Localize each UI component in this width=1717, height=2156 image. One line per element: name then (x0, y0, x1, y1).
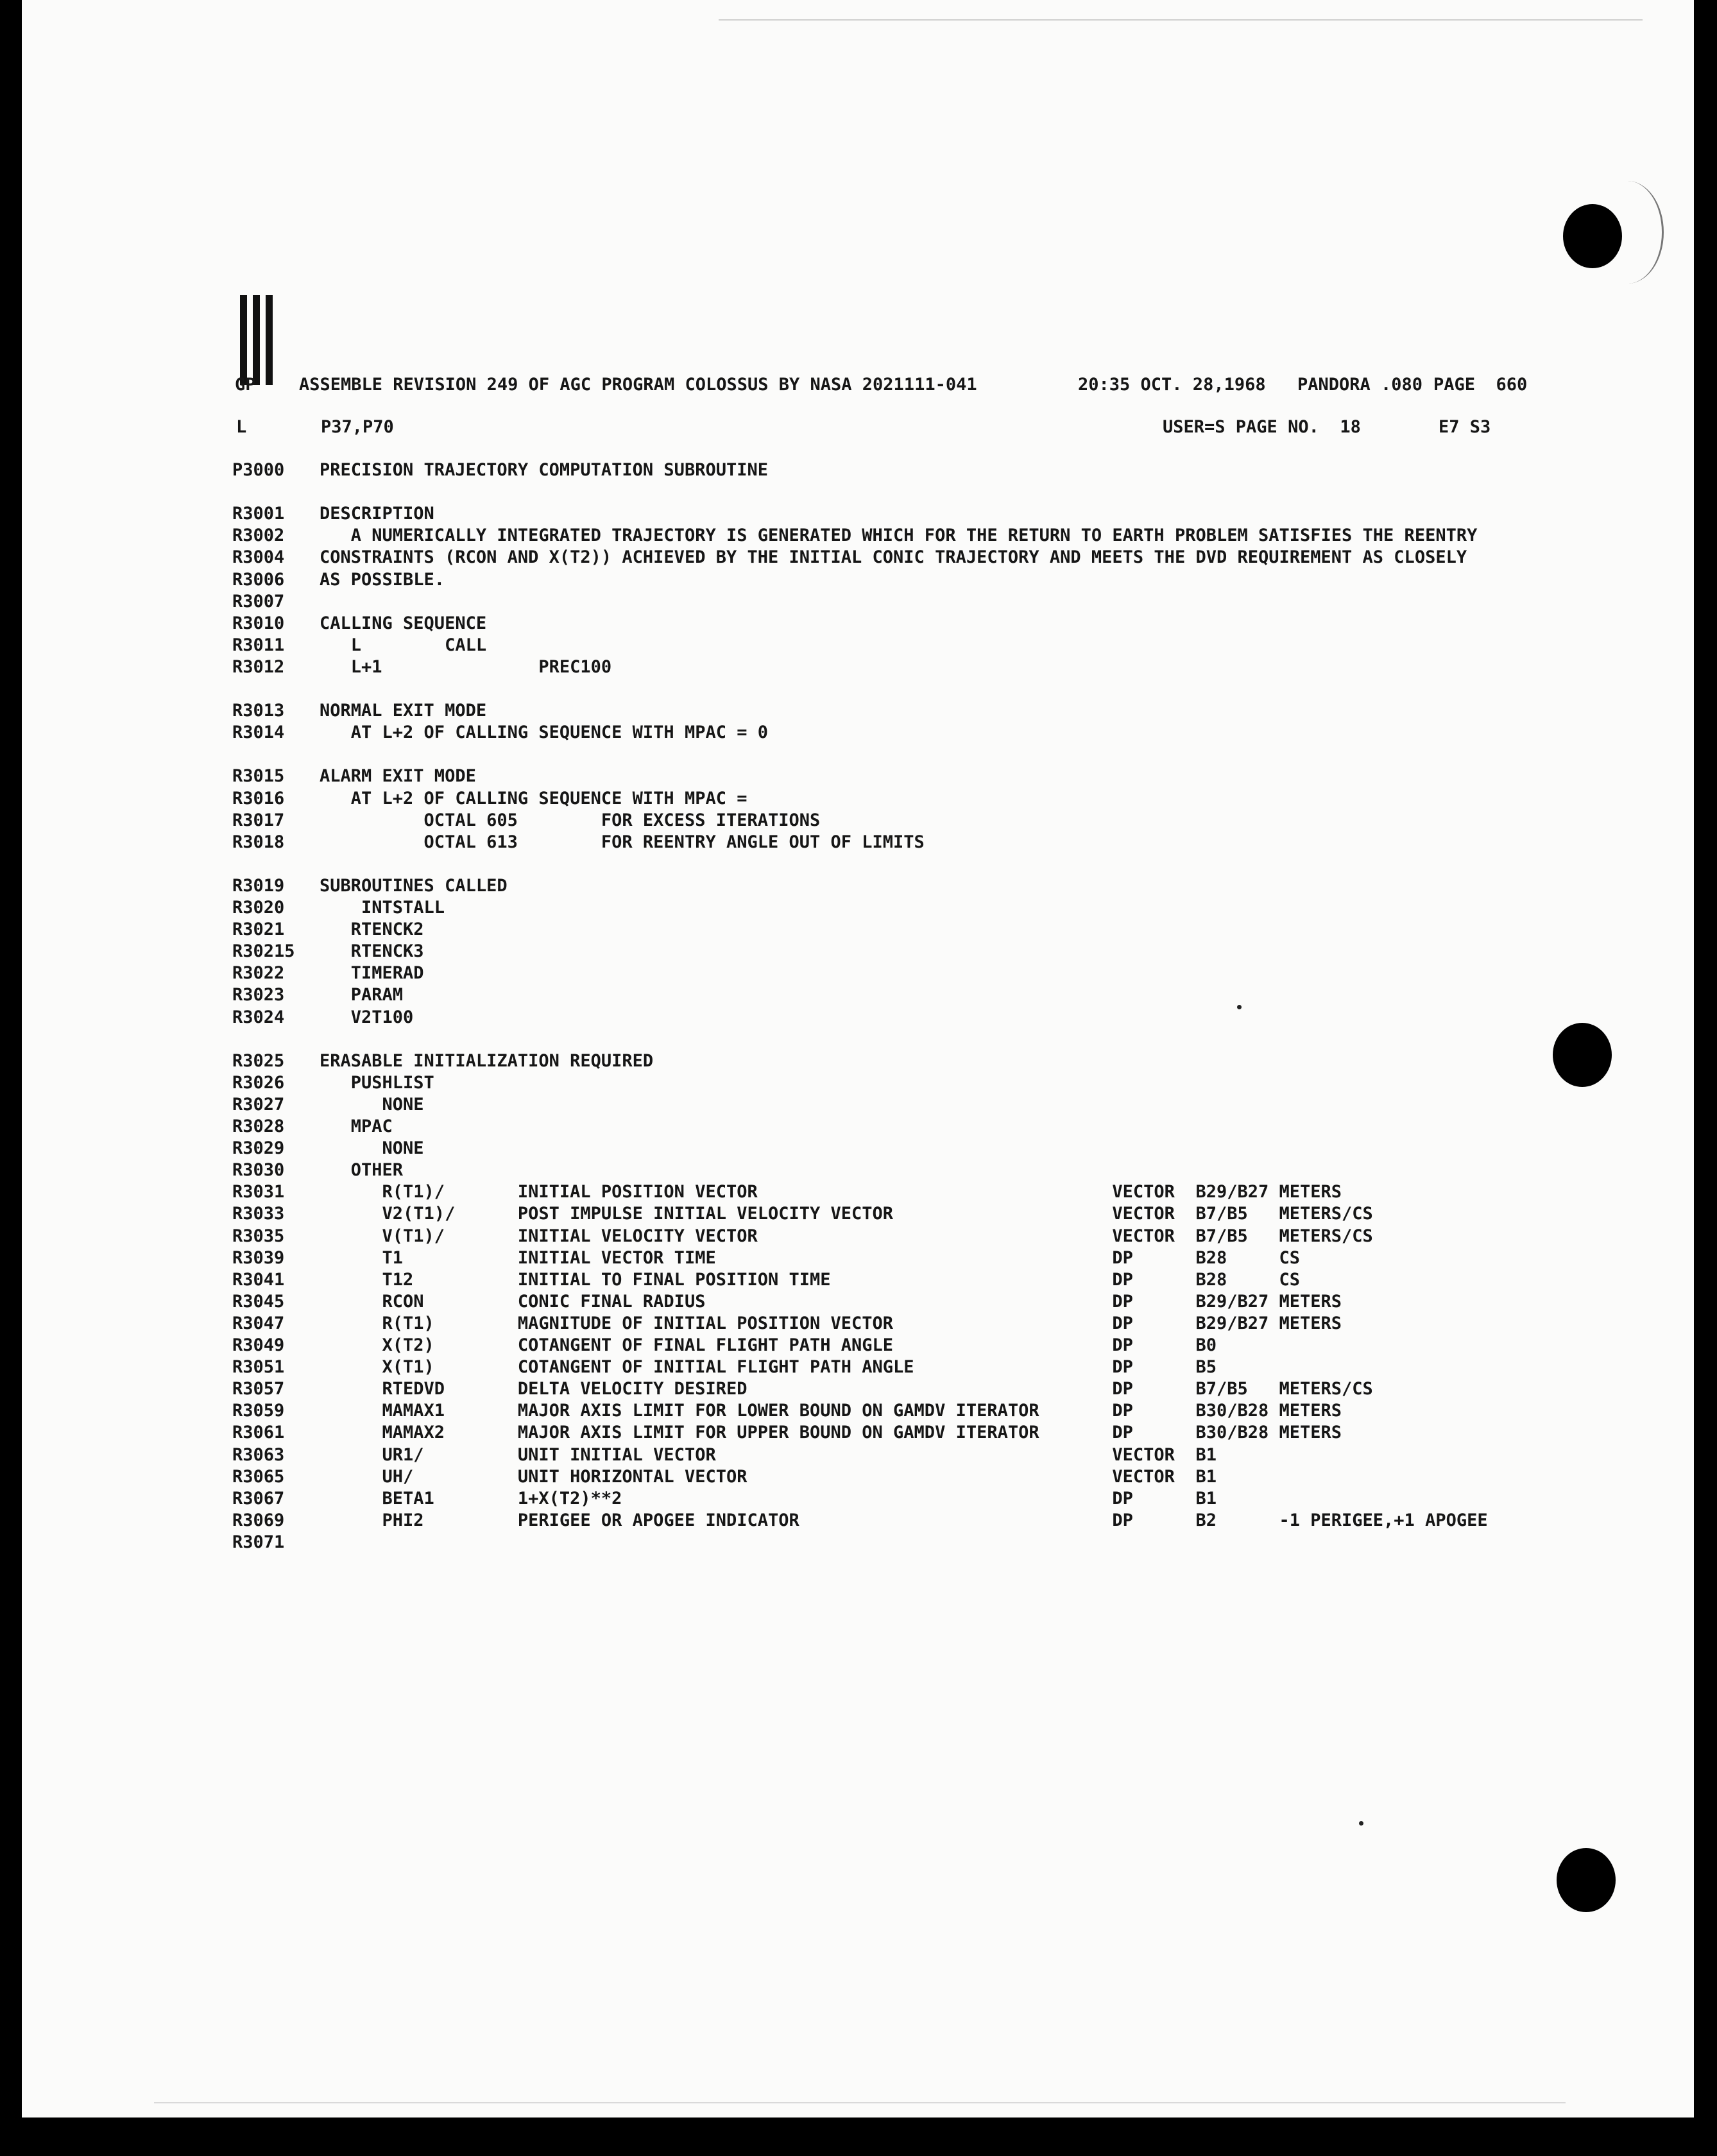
line-label: R3069 (232, 1510, 285, 1530)
line-text: T1 INITIAL VECTOR TIME DP B28 CS (320, 1248, 1301, 1268)
line-label: R3031 (232, 1182, 285, 1202)
line-label: R3010 (232, 613, 285, 633)
line-text: INTSTALL (320, 898, 445, 918)
line-text: PARAM (320, 985, 404, 1005)
line-text: CALLING SEQUENCE (320, 613, 487, 633)
line-label: R3027 (232, 1095, 285, 1115)
line-label: R3002 (232, 526, 285, 545)
line-text: L+1 PREC100 (320, 657, 612, 677)
line-label: R3023 (232, 985, 285, 1005)
line-text: CONSTRAINTS (RCON AND X(T2)) ACHIEVED BY THE INITIAL CONIC TRAJECTORY AND MEETS THE DVD REQUIREMENT AS CLOSELY (320, 547, 1467, 567)
line-label: R30215 (232, 941, 295, 961)
line-label: R3049 (232, 1335, 285, 1355)
line-label: R3029 (232, 1138, 285, 1158)
line-text: DESCRIPTION (320, 504, 434, 524)
line-label: R3051 (232, 1357, 285, 1377)
line-text: NORMAL EXIT MODE (320, 701, 487, 721)
line-text: RCON CONIC FINAL RADIUS DP B29/B27 METERS (320, 1292, 1342, 1312)
header-title: ASSEMBLE REVISION 249 OF AGC PROGRAM COLOSSUS BY NASA 2021111-041 (299, 375, 977, 395)
subheader-label-column: L (236, 417, 247, 437)
line-label: R3033 (232, 1204, 285, 1224)
barcode-mark (240, 295, 276, 385)
line-label: R3067 (232, 1489, 285, 1509)
header-date: 20:35 OCT. 28,1968 (1078, 375, 1266, 395)
line-text: X(T1) COTANGENT OF INITIAL FLIGHT PATH ANGLE DP B5 (320, 1357, 1217, 1377)
header-page: PAGE 660 (1433, 375, 1528, 395)
line-text: PHI2 PERIGEE OR APOGEE INDICATOR DP B2 -1 PERIGEE,+1 APOGEE (320, 1510, 1488, 1530)
line-label: R3007 (232, 592, 285, 612)
line-text: RTEDVD DELTA VELOCITY DESIRED DP B7/B5 METERS/CS (320, 1379, 1373, 1399)
line-label: R3022 (232, 963, 285, 983)
line-text: TIMERAD (320, 963, 424, 983)
line-label: R3014 (232, 723, 285, 742)
line-text: X(T2) COTANGENT OF FINAL FLIGHT PATH ANGLE DP B0 (320, 1335, 1217, 1355)
line-text: OCTAL 605 FOR EXCESS ITERATIONS (320, 810, 821, 830)
subheader-user-page: USER=S PAGE NO. 18 (1163, 417, 1361, 437)
line-text: R(T1) MAGNITUDE OF INITIAL POSITION VECTOR DP B29/B27 METERS (320, 1313, 1342, 1333)
line-text: MPAC (320, 1116, 393, 1136)
punch-hole-middle (1553, 1023, 1612, 1087)
line-label: R3004 (232, 547, 285, 567)
line-label: R3001 (232, 504, 285, 524)
line-text: A NUMERICALLY INTEGRATED TRAJECTORY IS GENERATED WHICH FOR THE RETURN TO EARTH PROBLEM SATISFIES THE REENTRY (320, 526, 1478, 545)
line-label: R3021 (232, 920, 285, 939)
line-text: R(T1)/ INITIAL POSITION VECTOR VECTOR B29/B27 METERS (320, 1182, 1342, 1202)
line-label: R3061 (232, 1423, 285, 1442)
line-label: R3035 (232, 1226, 285, 1246)
line-text: V2(T1)/ POST IMPULSE INITIAL VELOCITY VECTOR VECTOR B7/B5 METERS/CS (320, 1204, 1373, 1224)
scan-speckle-top (719, 19, 1643, 21)
line-text: SUBROUTINES CALLED (320, 876, 508, 896)
subheader-ref: E7 S3 (1439, 417, 1491, 437)
line-label: R3041 (232, 1270, 285, 1290)
line-text: RTENCK3 (320, 941, 424, 961)
line-label: R3030 (232, 1160, 285, 1180)
line-label: R3063 (232, 1445, 285, 1465)
line-text: V2T100 (320, 1007, 414, 1027)
line-label: R3013 (232, 701, 285, 721)
line-label: R3011 (232, 635, 285, 655)
line-label: R3039 (232, 1248, 285, 1268)
line-text: PRECISION TRAJECTORY COMPUTATION SUBROUTINE (320, 460, 768, 480)
line-label: R3020 (232, 898, 285, 918)
line-label: R3057 (232, 1379, 285, 1399)
line-text: NONE (320, 1138, 424, 1158)
line-label: R3015 (232, 766, 285, 786)
line-text: OCTAL 613 FOR REENTRY ANGLE OUT OF LIMITS (320, 832, 925, 852)
line-text: V(T1)/ INITIAL VELOCITY VECTOR VECTOR B7/B5 METERS/CS (320, 1226, 1373, 1246)
punch-hole-bottom (1557, 1848, 1616, 1912)
line-label: R3026 (232, 1073, 285, 1093)
line-label: R3065 (232, 1467, 285, 1487)
line-text: AT L+2 OF CALLING SEQUENCE WITH MPAC = 0 (320, 723, 768, 742)
line-label: R3019 (232, 876, 285, 896)
line-label: R3018 (232, 832, 285, 852)
line-label: R3016 (232, 789, 285, 809)
line-label: R3017 (232, 810, 285, 830)
punch-hole-top (1563, 204, 1622, 268)
line-text: L CALL (320, 635, 487, 655)
line-text: MAMAX1 MAJOR AXIS LIMIT FOR LOWER BOUND ON GAMDV ITERATOR DP B30/B28 METERS (320, 1401, 1342, 1421)
scan-dot (1237, 1005, 1242, 1009)
line-label: R3006 (232, 570, 285, 590)
line-label: R3012 (232, 657, 285, 677)
line-text: UH/ UNIT HORIZONTAL VECTOR VECTOR B1 (320, 1467, 1217, 1487)
scan-dot (1359, 1821, 1363, 1826)
line-label: R3028 (232, 1116, 285, 1136)
subheader-programs: P37,P70 (321, 417, 394, 437)
line-text: AS POSSIBLE. (320, 570, 445, 590)
line-label: P3000 (232, 460, 285, 480)
line-text: NONE (320, 1095, 424, 1115)
line-text: UR1/ UNIT INITIAL VECTOR VECTOR B1 (320, 1445, 1217, 1465)
line-text: ERASABLE INITIALIZATION REQUIRED (320, 1051, 654, 1071)
line-label: R3059 (232, 1401, 285, 1421)
line-text: MAMAX2 MAJOR AXIS LIMIT FOR UPPER BOUND ON GAMDV ITERATOR DP B30/B28 METERS (320, 1423, 1342, 1442)
line-label: R3047 (232, 1313, 285, 1333)
line-text: OTHER (320, 1160, 404, 1180)
line-text: T12 INITIAL TO FINAL POSITION TIME DP B28 CS (320, 1270, 1301, 1290)
line-text: BETA1 1+X(T2)**2 DP B1 (320, 1489, 1217, 1509)
line-text: RTENCK2 (320, 920, 424, 939)
header-system: PANDORA .080 (1297, 375, 1423, 395)
line-label: R3045 (232, 1292, 285, 1312)
line-label: R3025 (232, 1051, 285, 1071)
header-code: GP (235, 375, 256, 395)
line-text: ALARM EXIT MODE (320, 766, 476, 786)
line-label: R3024 (232, 1007, 285, 1027)
scan-speckle-bottom (154, 2102, 1566, 2103)
line-text: PUSHLIST (320, 1073, 434, 1093)
line-label: R3071 (232, 1532, 285, 1552)
line-text: AT L+2 OF CALLING SEQUENCE WITH MPAC = (320, 789, 747, 809)
